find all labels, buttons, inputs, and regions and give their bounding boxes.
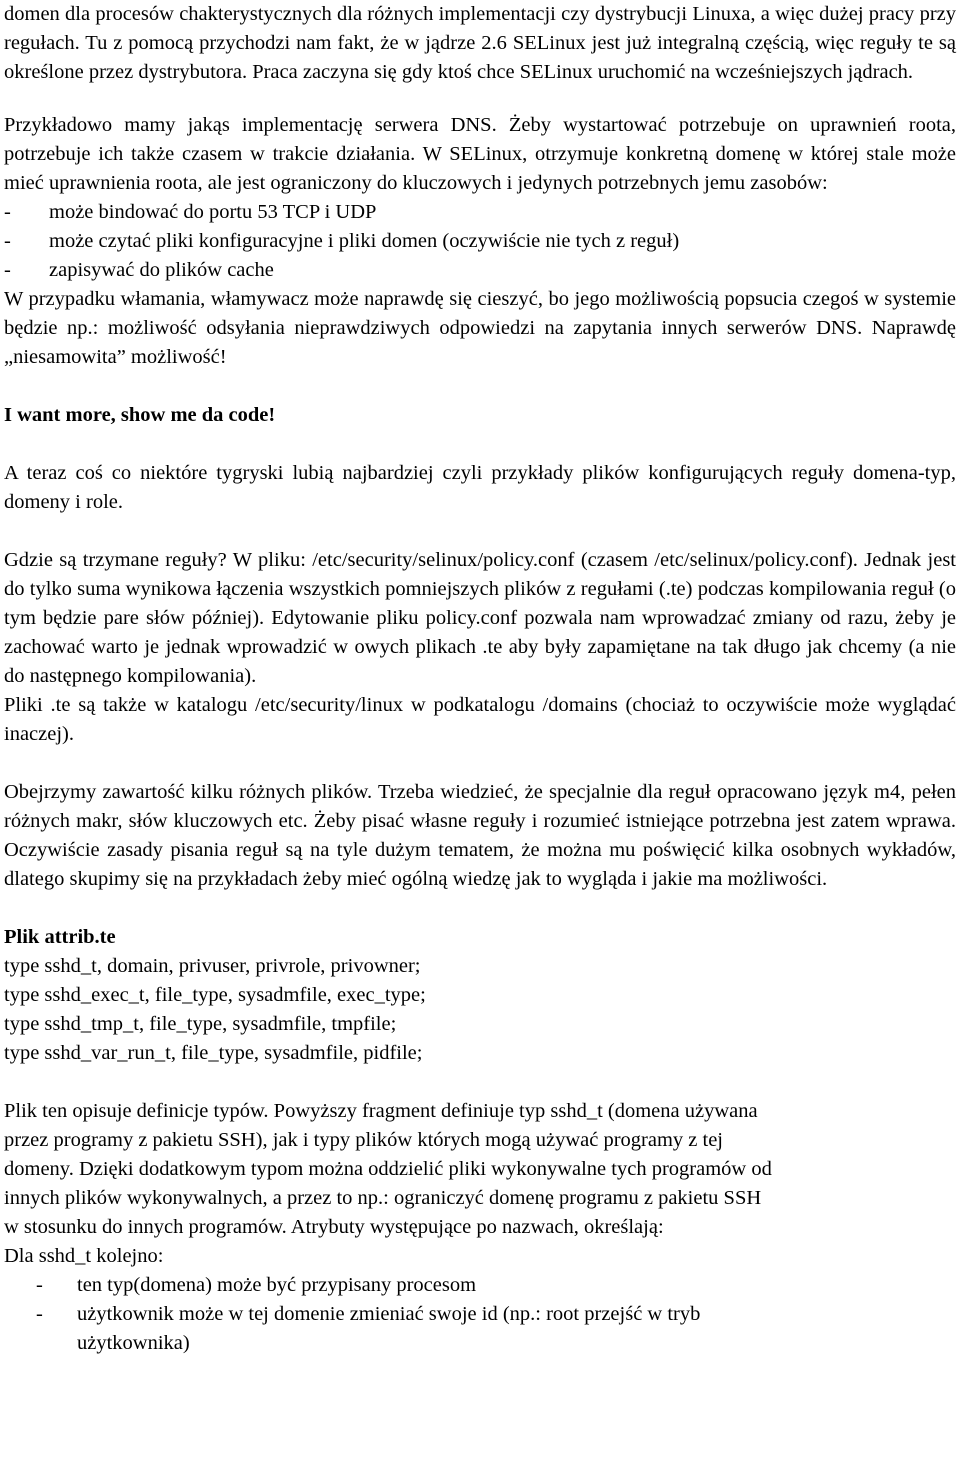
list-dash: -	[4, 259, 11, 281]
list-item	[4, 198, 956, 227]
list-item-text: może bindować do portu 53 TCP i UDP	[49, 201, 377, 223]
list-item-text: może czytać pliki konfiguracyjne i pliki domen (oczywiście nie tych z reguł)	[49, 230, 680, 252]
list-item-text: zapisywać do plików cache	[49, 259, 274, 281]
text-line: innych plików wykonywalnych, a przez to np.: ograniczyć domenę programu z pakietu SSH	[4, 1187, 762, 1209]
list-item	[4, 256, 956, 285]
list-dash: -	[36, 1303, 43, 1325]
paragraph-selinux-distributions: domen dla procesów chakterystycznych dla różnych implementacji czy dystrybucji Linuxa, a więc dużej pracy przy regułach. Tu z pomocą przychodzi nam fakt, że w jądrze 2.6 SELinux jest już integralną częścią, więc reguły te są określone przez dystrybutora. Praca zaczyna się gdy ktoś chce SELinux uruchomić na wcześniejszych jądrach.	[4, 3, 956, 83]
code-line: type sshd_tmp_t, file_type, sysadmfile, tmpfile;	[4, 1013, 397, 1035]
paragraph-dns-example: Przykładowo mamy jakąs implementację serwera DNS. Żeby wystartować potrzebuje on uprawnień roota, potrzebuje ich także czasem w trakcie działania. W SELinux, otrzymuje konkretną domenę w której stale może mieć uprawnienia roota, ale jest ograniczony do kluczowych i jedynych potrzebnych jemu zasobów:	[4, 114, 956, 194]
list-item-continuation: użytkownika)	[77, 1332, 190, 1354]
text-line: przez programy z pakietu SSH), jak i typy plików których mogą używać programy z tej	[4, 1129, 724, 1151]
list-dash: -	[36, 1274, 43, 1296]
file-heading: Plik attrib.te	[4, 926, 116, 948]
paragraph-policy-location: Gdzie są trzymane reguły? W pliku: /etc/security/selinux/policy.conf (czasem /etc/selinux/policy.conf). Jednak jest do tylko suma wynikowa łączenia wszystkich pomniejszych plików z regułami (.te) podczas kompilowania reguł (o tym będzie pare słów później). Edytowanie pliku policy.conf pozwala nam wprowadzać zmiany od razu, żeby je zachować warto je jednak wprowadzić w owych plikach .te aby były zapamiętane na tak długo jak chcemy (a nie do następnego kompilowania).	[4, 549, 956, 687]
paragraph-intrusion: W przypadku włamania, włamywacz może naprawdę się cieszyć, bo jego możliwością popsucia czegoś w systemie będzie np.: możliwość odsyłania nieprawdziwych odpowiedzi na zapytania innych serwerów DNS. Naprawdę „niesamowita” możliwość!	[4, 288, 956, 368]
list-item-text: użytkownik może w tej domenie zmieniać swoje id (np.: root przejść w tryb	[77, 1303, 701, 1325]
list-item	[4, 1300, 956, 1358]
list-item-text: ten typ(domena) może być przypisany procesom	[77, 1274, 477, 1296]
paragraph-examples-intro: A teraz coś co niektóre tygryski lubią najbardziej czyli przykłady plików konfigurujących reguły domena-typ, domeny i role.	[4, 462, 956, 513]
list-dash: -	[4, 230, 11, 252]
text-line: Dla sshd_t kolejno:	[4, 1245, 164, 1267]
code-line: type sshd_t, domain, privuser, privrole, privowner;	[4, 955, 421, 977]
section-heading: I want more, show me da code!	[4, 404, 276, 426]
paragraph-m4-language: Obejrzymy zawartość kilku różnych plików. Trzeba wiedzieć, że specjalnie dla reguł opracowano język m4, pełen różnych makr, słów kluczowych etc. Żeby pisać własne reguły i rozumieć istniejące potrzebna jest zatem wprawa. Oczywiście zasady pisania reguł są na tyle dużym tematem, że można mu poświęcić kilka osobnych wykładów, dlatego skupimy się na przykładach żeby mieć ogólną wiedzę jak to wygląda i jakie ma możliwości.	[4, 781, 956, 890]
list-item	[4, 1271, 956, 1300]
list-item-body	[77, 1300, 956, 1358]
text-line: domeny. Dzięki dodatkowym typom można oddzielić pliki wykonywalne tych programów od	[4, 1158, 772, 1180]
text-line: Plik ten opisuje definicje typów. Powyższy fragment definiuje typ sshd_t (domena używana	[4, 1100, 758, 1122]
list-dash: -	[4, 201, 11, 223]
text-line: w stosunku do innych programów. Atrybuty występujące po nazwach, określają:	[4, 1216, 664, 1238]
paragraph-te-files: Pliki .te są także w katalogu /etc/security/linux w podkatalogu /domains (chociaż to oczywiście może wyglądać inaczej).	[4, 694, 956, 745]
list-item	[4, 227, 956, 256]
code-line: type sshd_exec_t, file_type, sysadmfile, exec_type;	[4, 984, 426, 1006]
code-line: type sshd_var_run_t, file_type, sysadmfile, pidfile;	[4, 1042, 423, 1064]
